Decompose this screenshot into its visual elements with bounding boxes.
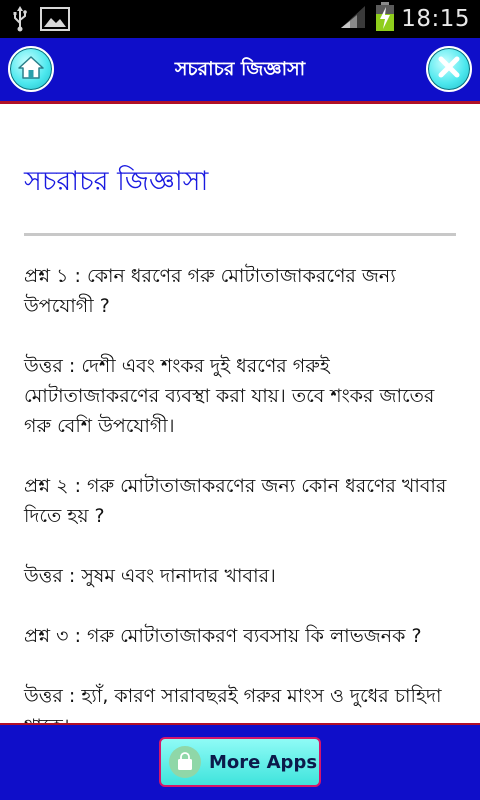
close-button[interactable] <box>426 46 472 92</box>
home-icon <box>18 55 44 83</box>
qa-list <box>24 261 454 771</box>
image-icon <box>40 7 70 35</box>
status-left-icons <box>12 6 70 36</box>
qa-item <box>24 261 454 441</box>
answer-text: উত্তর : হ্যাঁ, কারণ সারাবছরই গরুর মাংস ও দুধের চাহিদা <box>24 685 442 707</box>
battery-charging-icon <box>375 2 395 36</box>
home-button[interactable] <box>8 46 54 92</box>
app-footer <box>0 723 480 800</box>
app-header <box>0 38 480 104</box>
question-text: প্রশ্ন ২ : গরু মোটাতাজাকরণের জন্য কোন ধরণের খাবার দিতে হয় ? <box>24 475 447 527</box>
status-time: 18:15 <box>401 6 470 32</box>
header-title: সচরাচর জিজ্ঞাসা <box>174 58 306 80</box>
more-apps-button[interactable] <box>159 737 321 787</box>
qa-item <box>24 471 454 591</box>
question-text: প্রশ্ন ১ : কোন ধরণের গরু মোটাতাজাকরণের জন্য উপযোগী ? <box>24 265 396 317</box>
close-icon <box>436 54 462 84</box>
shopping-bag-icon <box>169 746 201 778</box>
status-right-icons <box>339 0 470 38</box>
signal-icon <box>339 4 369 34</box>
status-bar <box>0 0 480 38</box>
answer-text: উত্তর : দেশী এবং শংকর দুই ধরণের গরুই মোটাতাজাকরণের ব্যবস্থা করা যায়। তবে শংকর জাতের গরু বেশি উপযোগী। <box>24 355 435 437</box>
usb-icon <box>12 6 28 36</box>
question-text: প্রশ্ন ৩ : গরু মোটাতাজাকরণ ব্যবসায় কি লাভজনক ? <box>24 625 422 647</box>
divider <box>24 233 456 236</box>
answer-text: উত্তর : সুষম এবং দানাদার খাবার। <box>24 565 276 587</box>
page-heading: সচরাচর জিজ্ঞাসা <box>24 166 209 197</box>
more-apps-label: More Apps <box>209 751 318 773</box>
faq-content[interactable] <box>0 105 480 723</box>
